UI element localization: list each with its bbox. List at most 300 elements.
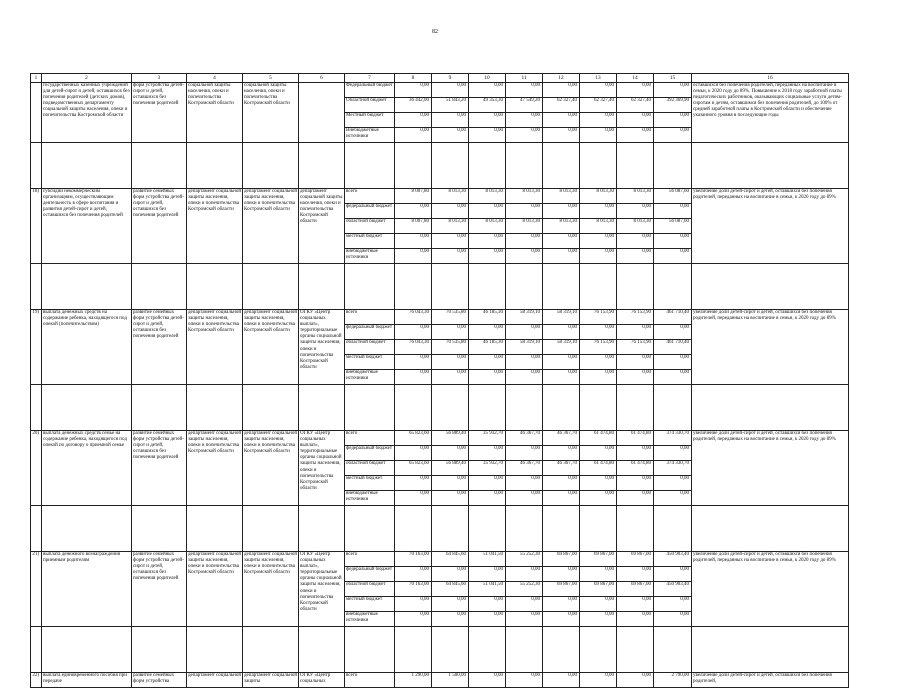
funding-value: 0,00 [469,612,506,627]
funding-value: 0,00 [617,234,654,249]
spacer-cell [506,385,543,431]
funding-value: 56 889,40 [432,461,469,476]
funding-value: 70 163,00 [395,582,432,597]
spacer-row [31,506,849,552]
funding-value: 0,00 [469,234,506,249]
funding-value: 62 327,40 [580,98,617,113]
spacer-cell [469,385,506,431]
spacer-cell [654,627,692,673]
funding-value: 49 353,30 [469,98,506,113]
spacer-cell [617,385,654,431]
spacer-cell [132,627,187,673]
funding-value: 0,00 [617,113,654,128]
funding-value: 0,00 [469,355,506,370]
funding-value: 69 867,00 [580,582,617,597]
spacer-cell [345,143,395,189]
spacer-cell [506,506,543,552]
column-number-2: 2 [42,74,132,83]
program-activities-table [30,73,849,688]
spacer-cell [469,627,506,673]
funding-value: 0,00 [469,113,506,128]
funding-value: 8 013,30 [580,219,617,234]
funding-value: 69 867,00 [543,582,580,597]
funding-value: 76 153,90 [580,310,617,325]
spacer-cell [187,385,243,431]
spacer-cell [543,143,580,189]
funding-source: внебюджетные источники [345,370,395,385]
funding-value: 0,00 [617,597,654,612]
funding-value: 0,00 [469,249,506,264]
coexecutor: департамент социальной защиты [243,673,299,688]
funding-value: 0,00 [543,491,580,506]
funding-value: 0,00 [506,446,543,461]
funding-value: 0,00 [432,234,469,249]
participant: ОГКУ «Центр социальных выплат», территориальные органы социальной защиты населения, опеки и попечительства Костромской области [299,310,345,385]
spacer-cell [580,143,617,189]
funding-value: 0,00 [469,673,506,688]
funding-value: 0,00 [432,597,469,612]
funding-value: 0,00 [543,597,580,612]
funding-value: 0,00 [395,234,432,249]
funding-value: 0,00 [469,370,506,385]
table-row [31,83,849,98]
funding-value: 62 327,40 [617,98,654,113]
funding-value: 0,00 [506,355,543,370]
funding-value: 0,00 [506,325,543,340]
funding-value: 0,00 [580,476,617,491]
program-table-container [30,73,888,685]
spacer-cell [654,385,692,431]
funding-source: местный бюджет [345,234,395,249]
funding-value: 8 007,80 [395,189,432,204]
table-row [31,189,849,204]
spacer-cell [395,143,432,189]
funding-value: 0,00 [580,234,617,249]
funding-value: 64 845,60 [432,582,469,597]
activity-goal: развитие семейных форм устройства детей-сирот и детей, оставшихся без попечения родителей [132,189,187,264]
funding-value: 56 087,60 [654,219,692,234]
activity-name: выплата единовременного пособия при передаче [42,673,132,688]
table-row [31,673,849,688]
funding-value: 0,00 [654,249,692,264]
spacer-cell [617,506,654,552]
activity-name: выплата денежного вознаграждения приемным родителям [42,552,132,627]
column-number-4: 4 [187,74,243,83]
funding-value: 0,00 [506,491,543,506]
funding-value: 47 549,20 [506,98,543,113]
funding-value: 0,00 [432,476,469,491]
item-number: 22) [31,673,42,688]
funding-value: 8 013,30 [469,189,506,204]
coexecutor: социальной защиты населения, опеки и попечительства Костромской области [243,83,299,143]
funding-value: 0,00 [654,83,692,98]
funding-value: 0,00 [580,567,617,582]
funding-value: 69 867,00 [543,552,580,567]
funding-value: 374 330,70 [654,461,692,476]
funding-value: 0,00 [395,567,432,582]
funding-value: 0,00 [654,234,692,249]
funding-source: всего [345,673,395,688]
funding-value: 8 013,30 [469,219,506,234]
funding-value: 58 319,10 [506,340,543,355]
funding-value: 61 474,80 [617,461,654,476]
coexecutor: департамент социальной защиты населения, опеки и попечительства Костромской области [243,431,299,506]
funding-value: 0,00 [654,446,692,461]
spacer-cell [42,264,132,310]
funding-value: 61 474,80 [580,461,617,476]
funding-source: областной бюджет [345,219,395,234]
spacer-cell [31,385,42,431]
funding-value: 0,00 [617,83,654,98]
expected-result: увеличение доли детей-сирот и детей, оставшихся без попечения родителей, переданных на воспитание в семьи, к 2020 году до 89% [692,189,849,264]
funding-value: 64 845,60 [432,552,469,567]
spacer-cell [543,627,580,673]
spacer-cell [299,143,345,189]
spacer-cell [299,385,345,431]
column-number-6: 6 [299,74,345,83]
funding-value: 0,00 [432,113,469,128]
funding-value: 8 013,30 [432,189,469,204]
funding-value: 0,00 [543,204,580,219]
funding-value: 0,00 [580,355,617,370]
funding-value: 0,00 [432,325,469,340]
funding-value: 8 013,30 [543,219,580,234]
funding-value: 8 013,30 [506,189,543,204]
funding-value: 70 163,00 [395,552,432,567]
spacer-cell [432,264,469,310]
funding-value: 0,00 [580,597,617,612]
funding-value: 0,00 [432,370,469,385]
funding-source: местный бюджет [345,476,395,491]
funding-value: 0,00 [580,673,617,688]
funding-value: 0,00 [580,325,617,340]
spacer-cell [580,627,617,673]
funding-source: внебюджетные источники [345,612,395,627]
funding-value: 0,00 [617,249,654,264]
participant [299,83,345,143]
funding-value: 0,00 [395,249,432,264]
spacer-cell [506,627,543,673]
funding-value: 0,00 [580,446,617,461]
participant: ОГКУ «Центр социальных [299,673,345,688]
spacer-cell [580,264,617,310]
funding-value: 0,00 [617,476,654,491]
funding-value: 0,00 [469,446,506,461]
funding-value: 0,00 [543,325,580,340]
funding-value: 0,00 [395,204,432,219]
funding-value: 0,00 [506,612,543,627]
funding-source: областной бюджет [345,582,395,597]
expected-result: увеличение доли детей-сирот и детей, оставшихся без попечения родителей, переданных на воспитание в семьи, к 2020 году до 89% [692,310,849,385]
funding-value: 0,00 [654,113,692,128]
expected-result: увеличение доли детей-сирот и детей, оставшихся без попечения родителей, [692,673,849,688]
funding-value: 51 041,50 [469,582,506,597]
funding-value: 461 710,40 [654,310,692,325]
column-number-13: 13 [580,74,617,83]
spacer-cell [345,264,395,310]
coexecutor: департамент социальной защиты населения, опеки и попечительства Костромской области [243,552,299,627]
spacer-cell [42,385,132,431]
funding-value: 2 790,00 [654,673,692,688]
spacer-cell [692,264,849,310]
funding-value: 70 535,80 [432,340,469,355]
responsible-executor: социальной защиты населения, опеки и попечительства Костромской области [187,83,243,143]
spacer-row [31,385,849,431]
spacer-cell [42,506,132,552]
column-number-11: 11 [506,74,543,83]
funding-value: 55 252,30 [506,552,543,567]
activity-goal: развитие семейных форм устройства детей-сирот и детей, оставшихся без попечения родителей [132,310,187,385]
expected-result: увеличение доли детей-сирот и детей, оставшихся без попечения родителей, переданных на воспитание в семьи, к 2020 году до 89% [692,552,849,627]
spacer-cell [187,143,243,189]
spacer-cell [243,506,299,552]
spacer-cell [617,264,654,310]
funding-value: 0,00 [506,476,543,491]
funding-value: 0,00 [469,597,506,612]
column-number-9: 9 [432,74,469,83]
funding-value: 450 903,40 [654,582,692,597]
activity-goal: развитие семейных форм устройства детей-сирот и детей, оставшихся без попечения родителей [132,552,187,627]
funding-value: 0,00 [506,567,543,582]
funding-value: 0,00 [580,83,617,98]
funding-source: внебюджетные источники [345,249,395,264]
spacer-cell [31,627,42,673]
funding-value: 0,00 [469,128,506,143]
funding-value: 8 013,30 [617,219,654,234]
funding-value: 0,00 [469,491,506,506]
funding-value: 0,00 [617,673,654,688]
column-number-8: 8 [395,74,432,83]
funding-source: всего [345,310,395,325]
responsible-executor: департамент социальной защиты населения, опеки и попечительства Костромской области [187,552,243,627]
funding-source: федеральный бюджет [345,325,395,340]
responsible-executor: департамент социальной защиты населения, опеки и попечительства Костромской области [187,431,243,506]
column-number-7: 7 [345,74,395,83]
funding-source: внебюджетные источники [345,491,395,506]
funding-value: 0,00 [395,355,432,370]
page-number: 82 [432,29,438,35]
spacer-cell [299,627,345,673]
spacer-cell [395,627,432,673]
funding-value: 0,00 [469,476,506,491]
spacer-cell [654,264,692,310]
activity-goal: развитие семейных форм устройства детей-сирот и детей, оставшихся без попечения родителей [132,431,187,506]
funding-source: Местный бюджет [345,113,395,128]
funding-value: 56 087,60 [654,189,692,204]
column-number-row [31,74,849,83]
funding-value: 8 013,30 [617,189,654,204]
spacer-row [31,264,849,310]
spacer-cell [654,506,692,552]
funding-value: 0,00 [617,567,654,582]
funding-value: 0,00 [654,355,692,370]
funding-value: 46 367,70 [543,461,580,476]
funding-value: 0,00 [506,249,543,264]
funding-value: 76 043,30 [395,340,432,355]
funding-source: всего [345,552,395,567]
funding-source: Федеральный бюджет [345,83,395,98]
funding-source: Областной бюджет [345,98,395,113]
funding-value: 0,00 [395,83,432,98]
funding-value: 62 327,40 [543,98,580,113]
spacer-cell [506,264,543,310]
column-number-1: 1 [31,74,42,83]
funding-value: 0,00 [506,204,543,219]
spacer-cell [580,506,617,552]
funding-value: 0,00 [654,491,692,506]
funding-value: 65 823,60 [395,461,432,476]
spacer-cell [187,506,243,552]
table-row [31,431,849,446]
spacer-cell [543,385,580,431]
funding-value: 51 041,50 [469,552,506,567]
funding-value: 0,00 [617,612,654,627]
funding-value: 0,00 [543,673,580,688]
funding-source: областной бюджет [345,461,395,476]
funding-value: 0,00 [543,370,580,385]
funding-value: 46 185,30 [469,340,506,355]
funding-value: 51 843,20 [432,98,469,113]
spacer-cell [31,143,42,189]
funding-value: 8 013,30 [432,219,469,234]
funding-value: 0,00 [580,204,617,219]
funding-value: 8 007,80 [395,219,432,234]
funding-value: 374 330,70 [654,431,692,446]
funding-value: 0,00 [432,491,469,506]
funding-value: 0,00 [395,491,432,506]
funding-value: 0,00 [654,597,692,612]
funding-value: 1 500,00 [432,673,469,688]
spacer-cell [432,143,469,189]
funding-value: 0,00 [469,83,506,98]
funding-value: 0,00 [617,204,654,219]
funding-value: 0,00 [654,325,692,340]
activity-name: субсидии некоммерческим организациям, осуществляющим деятельность в сфере воспитания и развития детей-сирот и детей, оставшихся без попечения родителей [42,189,132,264]
spacer-cell [395,385,432,431]
spacer-cell [31,264,42,310]
funding-value: 0,00 [432,612,469,627]
spacer-cell [187,264,243,310]
funding-value: 0,00 [395,612,432,627]
funding-source: местный бюджет [345,597,395,612]
funding-source: федеральный бюджет [345,446,395,461]
spacer-cell [299,506,345,552]
funding-source: всего [345,431,395,446]
funding-value: 0,00 [432,204,469,219]
spacer-row [31,627,849,673]
funding-value: 0,00 [543,567,580,582]
spacer-cell [395,506,432,552]
funding-source: местный бюджет [345,355,395,370]
funding-value: 0,00 [506,128,543,143]
funding-value: 0,00 [432,83,469,98]
responsible-executor: департамент социальной защиты населения, опеки и попечительства Костромской области [187,189,243,264]
funding-value: 46 367,70 [543,431,580,446]
funding-value: 0,00 [580,370,617,385]
spacer-cell [543,506,580,552]
funding-value: 69 867,00 [617,552,654,567]
spacer-cell [469,143,506,189]
funding-value: 0,00 [395,113,432,128]
funding-value: 35 932,70 [469,431,506,446]
funding-value: 0,00 [543,612,580,627]
spacer-cell [42,627,132,673]
funding-source: областной бюджет [345,340,395,355]
funding-value: 0,00 [580,491,617,506]
spacer-cell [395,264,432,310]
participant: ОГКУ «Центр социальных выплат», территориальные органы социальной защиты населения, опеки и попечительства Костромской области [299,552,345,627]
funding-value: 0,00 [617,355,654,370]
funding-value: 0,00 [395,476,432,491]
spacer-cell [132,506,187,552]
spacer-cell [243,385,299,431]
spacer-cell [617,143,654,189]
funding-value: 0,00 [506,597,543,612]
spacer-cell [469,264,506,310]
funding-value: 0,00 [543,355,580,370]
column-number-10: 10 [469,74,506,83]
funding-value: 61 474,80 [580,431,617,446]
funding-value: 8 013,30 [506,219,543,234]
funding-value: 0,00 [395,597,432,612]
funding-value: 46 367,70 [506,461,543,476]
funding-value: 46 185,30 [469,310,506,325]
funding-value: 0,00 [654,370,692,385]
funding-value: 0,00 [395,325,432,340]
funding-source: федеральный бюджет [345,567,395,582]
funding-value: 0,00 [543,234,580,249]
funding-value: 0,00 [543,249,580,264]
funding-value: 0,00 [580,249,617,264]
spacer-cell [617,627,654,673]
funding-value: 55 252,30 [506,582,543,597]
spacer-cell [345,506,395,552]
table-row [31,552,849,567]
funding-value: 0,00 [432,249,469,264]
funding-source: всего [345,189,395,204]
funding-value: 0,00 [432,128,469,143]
spacer-cell [132,264,187,310]
spacer-cell [42,143,132,189]
funding-value: 0,00 [654,612,692,627]
funding-value: 0,00 [506,113,543,128]
funding-value: 76 153,90 [617,340,654,355]
column-number-3: 3 [132,74,187,83]
funding-value: 0,00 [654,128,692,143]
spacer-cell [432,627,469,673]
funding-value: 0,00 [617,446,654,461]
item-number: 19) [31,310,42,385]
funding-value: 8 013,30 [543,189,580,204]
participant: департамент социальной защиты населения, опеки и попечительства Костромской области [299,189,345,264]
coexecutor: департамент социальной защиты населения, опеки и попечительства Костромской области [243,310,299,385]
spacer-cell [132,143,187,189]
funding-source: Внебюджетные источники [345,128,395,143]
funding-value: 0,00 [617,128,654,143]
funding-value: 0,00 [469,325,506,340]
funding-value: 69 867,00 [580,552,617,567]
funding-value: 0,00 [654,567,692,582]
spacer-row [31,143,849,189]
item-number [31,83,42,143]
funding-value: 0,00 [543,446,580,461]
item-number: 20) [31,431,42,506]
column-number-12: 12 [543,74,580,83]
funding-value: 0,00 [506,370,543,385]
activity-name: государственных казенных учреждений для детей-сирот и детей, оставшихся без попечения родителей (детских домов), подведомственных департаменту социальной защиты населения, опеки и попечительства Костромской области [42,83,132,143]
column-number-5: 5 [243,74,299,83]
funding-value: 58 319,10 [543,310,580,325]
